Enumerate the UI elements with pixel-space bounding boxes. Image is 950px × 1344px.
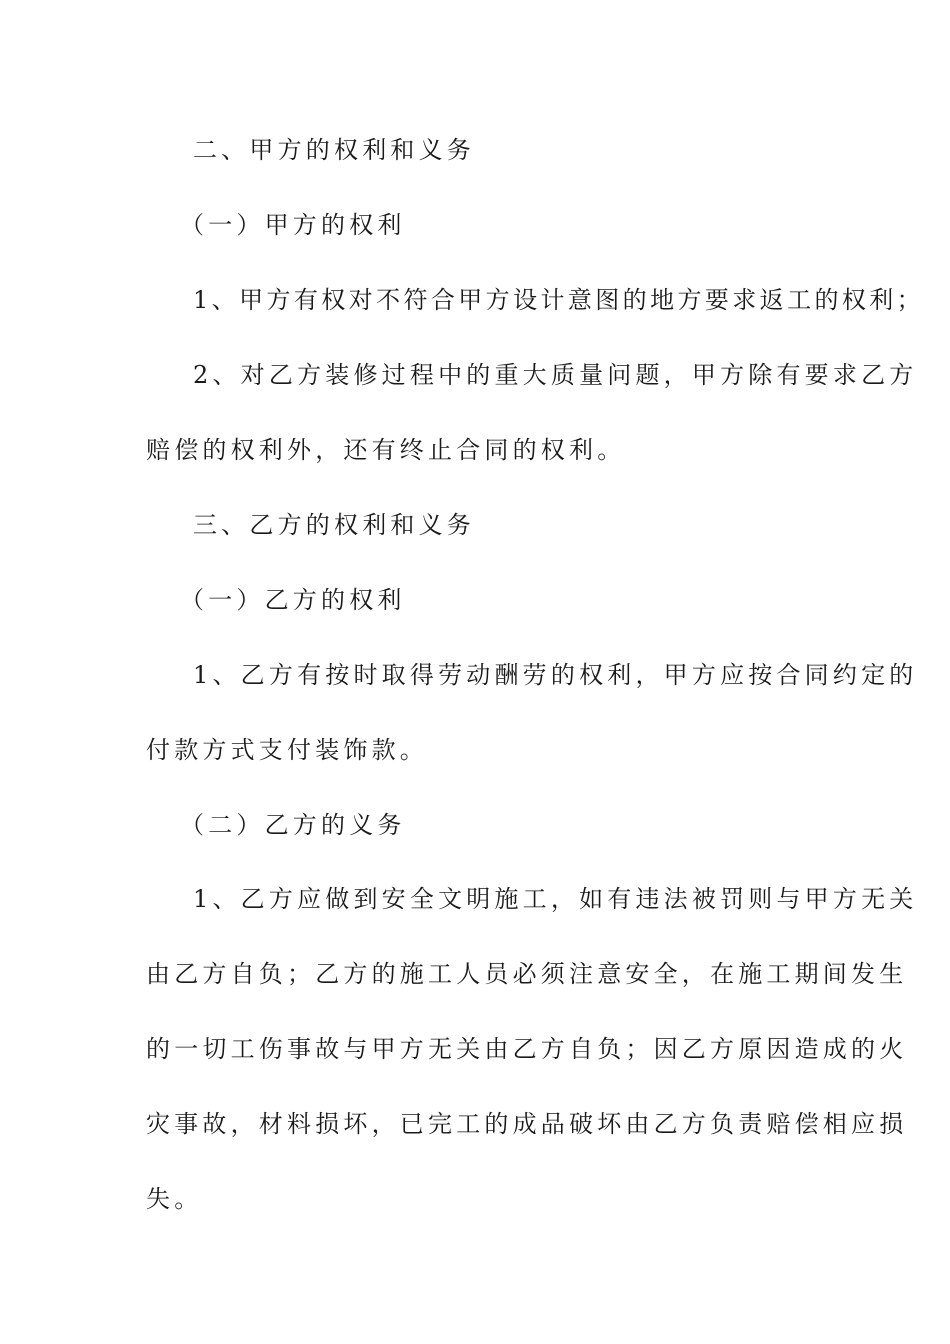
paragraph-line: 失。 xyxy=(146,1185,203,1213)
paragraph-line: 2、对乙方装修过程中的重大质量问题，甲方除有要求乙方 xyxy=(193,361,918,389)
paragraph-line: 灾事故，材料损坏，已完工的成品破坏由乙方负责赔偿相应损 xyxy=(146,1110,908,1138)
paragraph-line: 的一切工伤事故与甲方无关由乙方自负；因乙方原因造成的火 xyxy=(146,1035,908,1063)
section-heading-party-a: 二、甲方的权利和义务 xyxy=(193,136,475,164)
paragraph-line: 1、乙方有按时取得劳动酬劳的权利，甲方应按合同约定的 xyxy=(193,661,918,689)
subheading-party-b-rights: （一）乙方的权利 xyxy=(180,586,406,614)
paragraph-line: 赔偿的权利外，还有终止合同的权利。 xyxy=(146,436,626,464)
paragraph-line: 由乙方自负；乙方的施工人员必须注意安全，在施工期间发生 xyxy=(146,960,908,988)
paragraph-line: 付款方式支付装饰款。 xyxy=(146,736,428,764)
subheading-party-a-rights: （一）甲方的权利 xyxy=(180,211,406,239)
section-heading-party-b: 三、乙方的权利和义务 xyxy=(193,511,475,539)
subheading-party-b-obligations: （二）乙方的义务 xyxy=(180,811,406,839)
paragraph-line: 1、甲方有权对不符合甲方设计意图的地方要求返工的权利； xyxy=(193,286,925,314)
paragraph-line: 1、乙方应做到安全文明施工，如有违法被罚则与甲方无关 xyxy=(193,885,918,913)
